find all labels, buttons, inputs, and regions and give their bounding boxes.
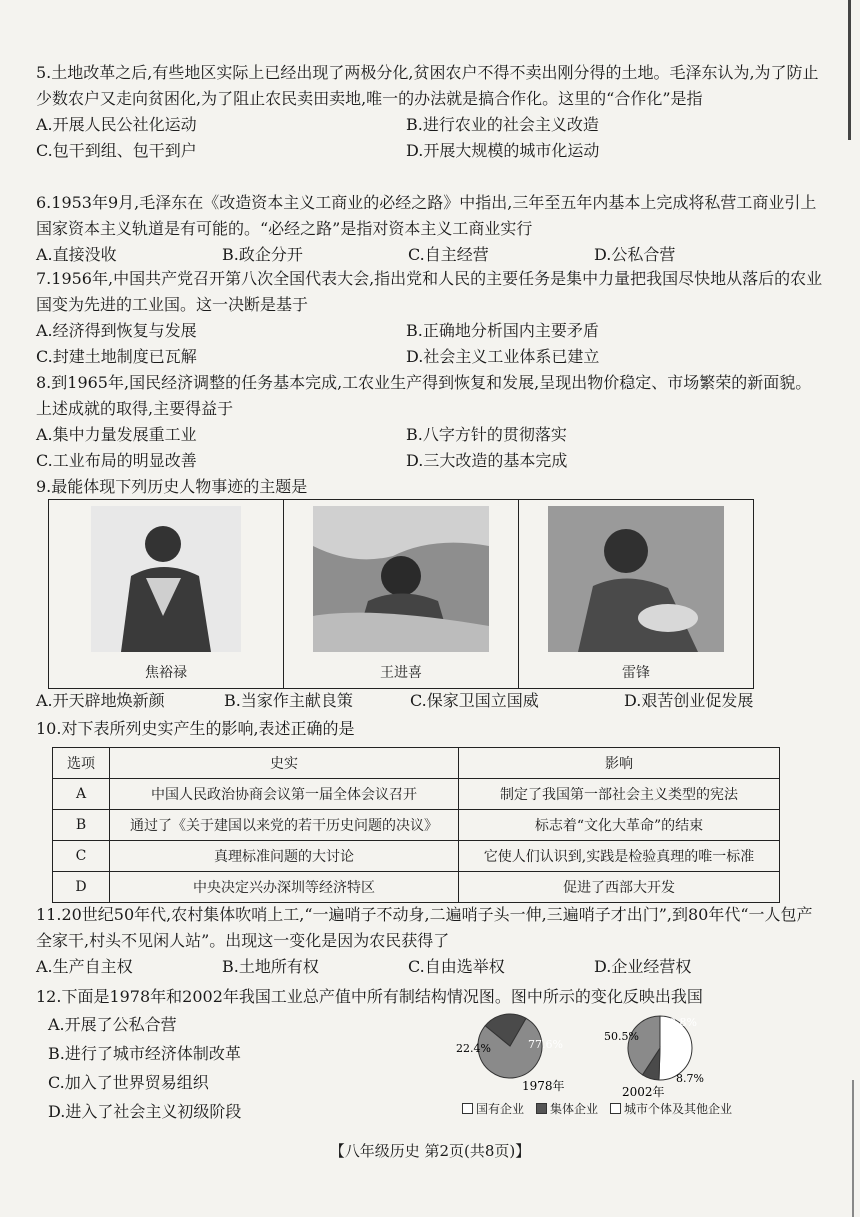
slice-label: 22.4%: [456, 1042, 491, 1055]
table-cell: 通过了《关于建国以来党的若干历史问题的决议》: [110, 810, 459, 841]
question-8: [36, 370, 826, 474]
option-b: B.政企分开: [222, 245, 303, 264]
option-d: D.公私合营: [594, 245, 676, 264]
slice-label: 8.7%: [676, 1072, 704, 1085]
option-b: B.当家作主献良策: [224, 691, 353, 710]
table-cell: 标志着“文化大革命”的结束: [459, 810, 780, 841]
option-b: B.进行农业的社会主义改造: [406, 115, 599, 134]
legend-label: 国有企业: [476, 1102, 525, 1116]
question-stem: 10.对下表所列史实产生的影响,表述正确的是: [36, 719, 355, 738]
pie-year-label: 2002年: [622, 1085, 665, 1099]
question-stem: 9.最能体现下列历史人物事迹的主题是: [36, 477, 308, 496]
option-c: C.工业布局的明显改善: [36, 451, 197, 470]
option-c: C.包干到组、包干到户: [36, 141, 197, 160]
question-5: [36, 60, 826, 164]
column-header: 选项: [53, 748, 110, 779]
table-header-row: [53, 748, 780, 779]
photo-strip: [48, 499, 754, 689]
table-cell: A: [53, 779, 110, 810]
slice-label: 77.6%: [528, 1038, 563, 1051]
question-10: [36, 716, 826, 742]
option-b: B.进行了城市经济体制改革: [48, 1044, 241, 1063]
table-cell: 促进了西部大开发: [459, 872, 780, 903]
option-a: A.经济得到恢复与发展: [36, 321, 197, 340]
option-d: D.社会主义工业体系已建立: [406, 347, 600, 366]
option-c: C.自主经营: [408, 245, 489, 264]
pie-year-label: 1978年: [522, 1079, 565, 1093]
legend-swatch: [610, 1103, 621, 1114]
legend-item: [462, 1100, 524, 1117]
option-a: A.生产自主权: [36, 957, 133, 976]
page-edge-mark: [848, 0, 851, 140]
option-c: C.封建土地制度已瓦解: [36, 347, 197, 366]
portrait-photo: [313, 506, 489, 652]
photo-caption: 焦裕禄: [145, 665, 187, 681]
photo-cell: [284, 500, 519, 688]
portrait-photo: [548, 506, 724, 652]
option-a: A.直接没收: [36, 245, 117, 264]
page-footer: 【八年级历史 第2页(共8页)】: [329, 1142, 531, 1160]
question-stem: 12.下面是1978年和2002年我国工业总产值中所有制结构情况图。图中所示的变化反映出我国: [36, 987, 703, 1006]
legend-label: 城市个体及其他企业: [624, 1102, 733, 1116]
question-stem: 8.到1965年,国民经济调整的任务基本完成,工农业生产得到恢复和发展,呈现出物价稳定、市场繁荣的新面貌。上述成就的取得,主要得益于: [36, 373, 812, 418]
legend-label: 集体企业: [550, 1102, 599, 1116]
legend-swatch: [462, 1103, 473, 1114]
table-cell: 真理标准问题的大讨论: [110, 841, 459, 872]
question-stem: 6.1953年9月,毛泽东在《改造资本主义工商业的必经之路》中指出,三年至五年内基本上完成将私营工商业引上国家资本主义轨道是有可能的。“必经之路”是指对资本主义工商业实行: [36, 193, 817, 238]
table-cell: 它使人们认识到,实践是检验真理的唯一标准: [459, 841, 780, 872]
option-d: D.进入了社会主义初级阶段: [48, 1102, 242, 1121]
option-d: D.艰苦创业促发展: [624, 691, 754, 710]
table-row: [53, 779, 780, 810]
option-c: C.自由选举权: [408, 957, 505, 976]
option-a: A.开天辟地焕新颜: [36, 691, 165, 710]
legend-swatch: [536, 1103, 547, 1114]
option-b: B.土地所有权: [222, 957, 319, 976]
question-7: [36, 266, 826, 370]
table-row: [53, 872, 780, 903]
option-c: C.加入了世界贸易组织: [48, 1073, 209, 1092]
column-header: 影响: [459, 748, 780, 779]
option-d: D.开展大规模的城市化运动: [406, 141, 600, 160]
slice-label: 50.5%: [604, 1030, 639, 1043]
chart-legend: [462, 1100, 732, 1117]
question-9: [36, 474, 826, 500]
legend-item: [536, 1100, 598, 1117]
question-stem: 5.土地改革之后,有些地区实际上已经出现了两极分化,贫困农户不得不卖出刚分得的土地。毛泽东认为,为了防止少数农户又走向贫困化,为了阻止农民卖田卖地,唯一的办法就是搞合作化。这里的“合作化”是指: [36, 63, 819, 108]
option-a: A.开展人民公社化运动: [36, 115, 197, 134]
question-6: [36, 190, 826, 268]
photo-cell: [49, 500, 284, 688]
legend-item: [610, 1100, 732, 1117]
table-cell: C: [53, 841, 110, 872]
question-11: [36, 902, 826, 980]
slice-label: 40.8%: [662, 1016, 697, 1029]
table-row: [53, 841, 780, 872]
table-cell: 中央决定兴办深圳等经济特区: [110, 872, 459, 903]
column-header: 史实: [110, 748, 459, 779]
table-row: [53, 810, 780, 841]
table-cell: 中国人民政治协商会议第一届全体会议召开: [110, 779, 459, 810]
question-9-options: [36, 688, 826, 714]
photo-caption: 王进喜: [380, 665, 422, 681]
option-c: C.保家卫国立国威: [410, 691, 539, 710]
option-d: D.企业经营权: [594, 957, 692, 976]
table-cell: 制定了我国第一部社会主义类型的宪法: [459, 779, 780, 810]
option-a: A.集中力量发展重工业: [36, 425, 197, 444]
history-table: [52, 747, 780, 903]
option-b: B.八字方针的贯彻落实: [406, 425, 567, 444]
option-d: D.三大改造的基本完成: [406, 451, 568, 470]
photo-caption: 雷锋: [622, 665, 650, 681]
table-cell: B: [53, 810, 110, 841]
photo-cell: [519, 500, 753, 688]
question-stem: 7.1956年,中国共产党召开第八次全国代表大会,指出党和人民的主要任务是集中力量把我国尽快地从落后的农业国变为先进的工业国。这一决断是基于: [36, 269, 823, 314]
question-stem: 11.20世纪50年代,农村集体吹哨上工,“一遍哨子不动身,二遍哨子头一伸,三遍哨子才出门”,到80年代“一人包产全家干,村头不见闲人站”。出现这一变化是因为农民获得了: [36, 905, 813, 950]
portrait-photo: [91, 506, 241, 652]
table-cell: D: [53, 872, 110, 903]
option-a: A.开展了公私合营: [48, 1015, 177, 1034]
option-b: B.正确地分析国内主要矛盾: [406, 321, 599, 340]
